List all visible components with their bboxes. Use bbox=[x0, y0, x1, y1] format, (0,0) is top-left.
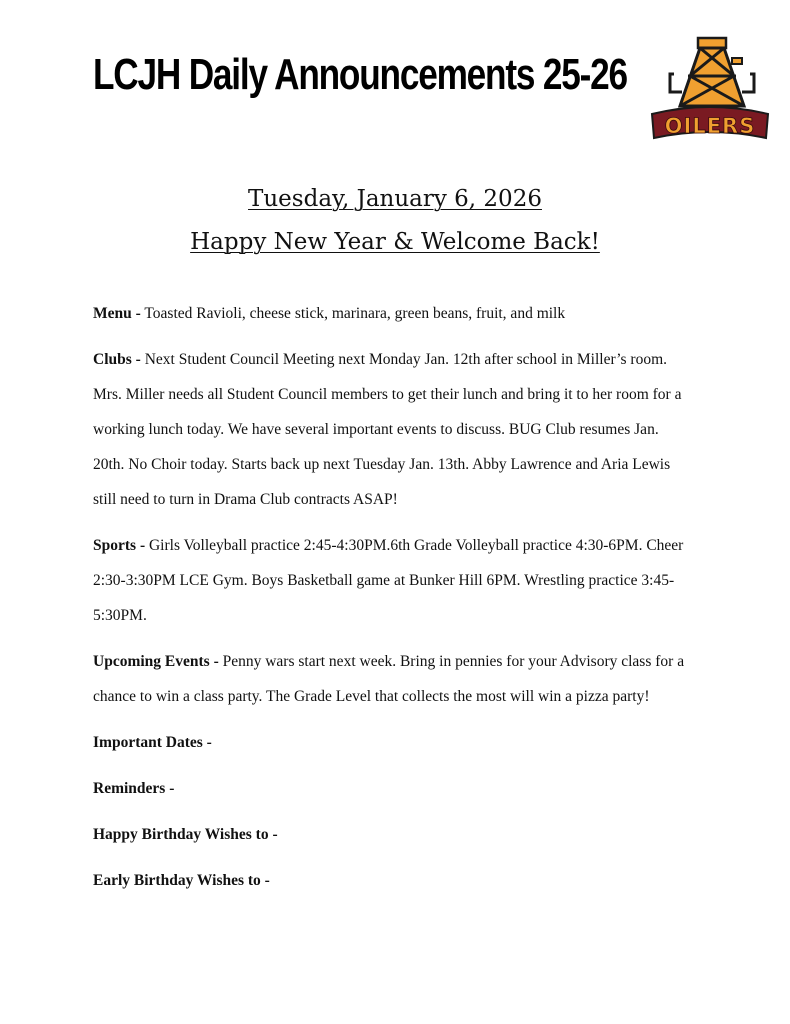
section-early-birthday bbox=[93, 863, 693, 898]
announcement-date: Tuesday, January 6, 2026 bbox=[248, 186, 542, 212]
section-label: Menu - bbox=[93, 305, 141, 322]
section-sports bbox=[93, 528, 693, 633]
oilers-logo bbox=[648, 34, 772, 144]
section-label: Important Dates - bbox=[93, 734, 212, 751]
section-happy-birthday bbox=[93, 817, 693, 852]
section-text: Next Student Council Meeting next Monday Jan. 12th after school in Miller’s room. Mrs. Miller needs all Student Council members to get their lunch and bring it to her room for a working lunch today. We have several important events to discuss. BUG Club resumes Jan. 20th. No Choir today. Starts back up next Tuesday Jan. 13th. Abby Lawrence and Aria Lewis still need to turn in Drama Club contracts ASAP! bbox=[93, 351, 682, 508]
announcement-body bbox=[93, 296, 693, 909]
section-reminders bbox=[93, 771, 693, 806]
section-label: Reminders - bbox=[93, 780, 175, 797]
section-text: Toasted Ravioli, cheese stick, marinara, green beans, fruit, and milk bbox=[140, 305, 566, 322]
section-important-dates bbox=[93, 725, 693, 760]
announcement-subtitle: Happy New Year & Welcome Back! bbox=[190, 229, 600, 255]
section-label: Clubs - bbox=[93, 351, 141, 368]
section-clubs bbox=[93, 342, 693, 517]
section-menu bbox=[93, 296, 693, 331]
oil-derrick-icon bbox=[670, 38, 754, 106]
section-label: Early Birthday Wishes to - bbox=[93, 872, 270, 889]
section-upcoming-events bbox=[93, 644, 693, 714]
section-label: Sports - bbox=[93, 537, 146, 554]
section-text: Penny wars start next week. Bring in pennies for your Advisory class for a chance to win a class party. The Grade Level that collects the most will win a pizza party! bbox=[93, 653, 685, 705]
oilers-banner bbox=[652, 107, 768, 138]
logo-text: OILERS bbox=[664, 114, 756, 138]
page-title: LCJH Daily Announcements 25-26 bbox=[93, 50, 627, 99]
section-label: Upcoming Events - bbox=[93, 653, 219, 670]
section-text: Girls Volleyball practice 2:45-4:30PM.6th Grade Volleyball practice 4:30-6PM. Cheer 2:30-3:30PM LCE Gym. Boys Basketball game at Bunker Hill 6PM. Wrestling practice 3:45-5:30PM. bbox=[93, 537, 684, 624]
section-label: Happy Birthday Wishes to - bbox=[93, 826, 278, 843]
